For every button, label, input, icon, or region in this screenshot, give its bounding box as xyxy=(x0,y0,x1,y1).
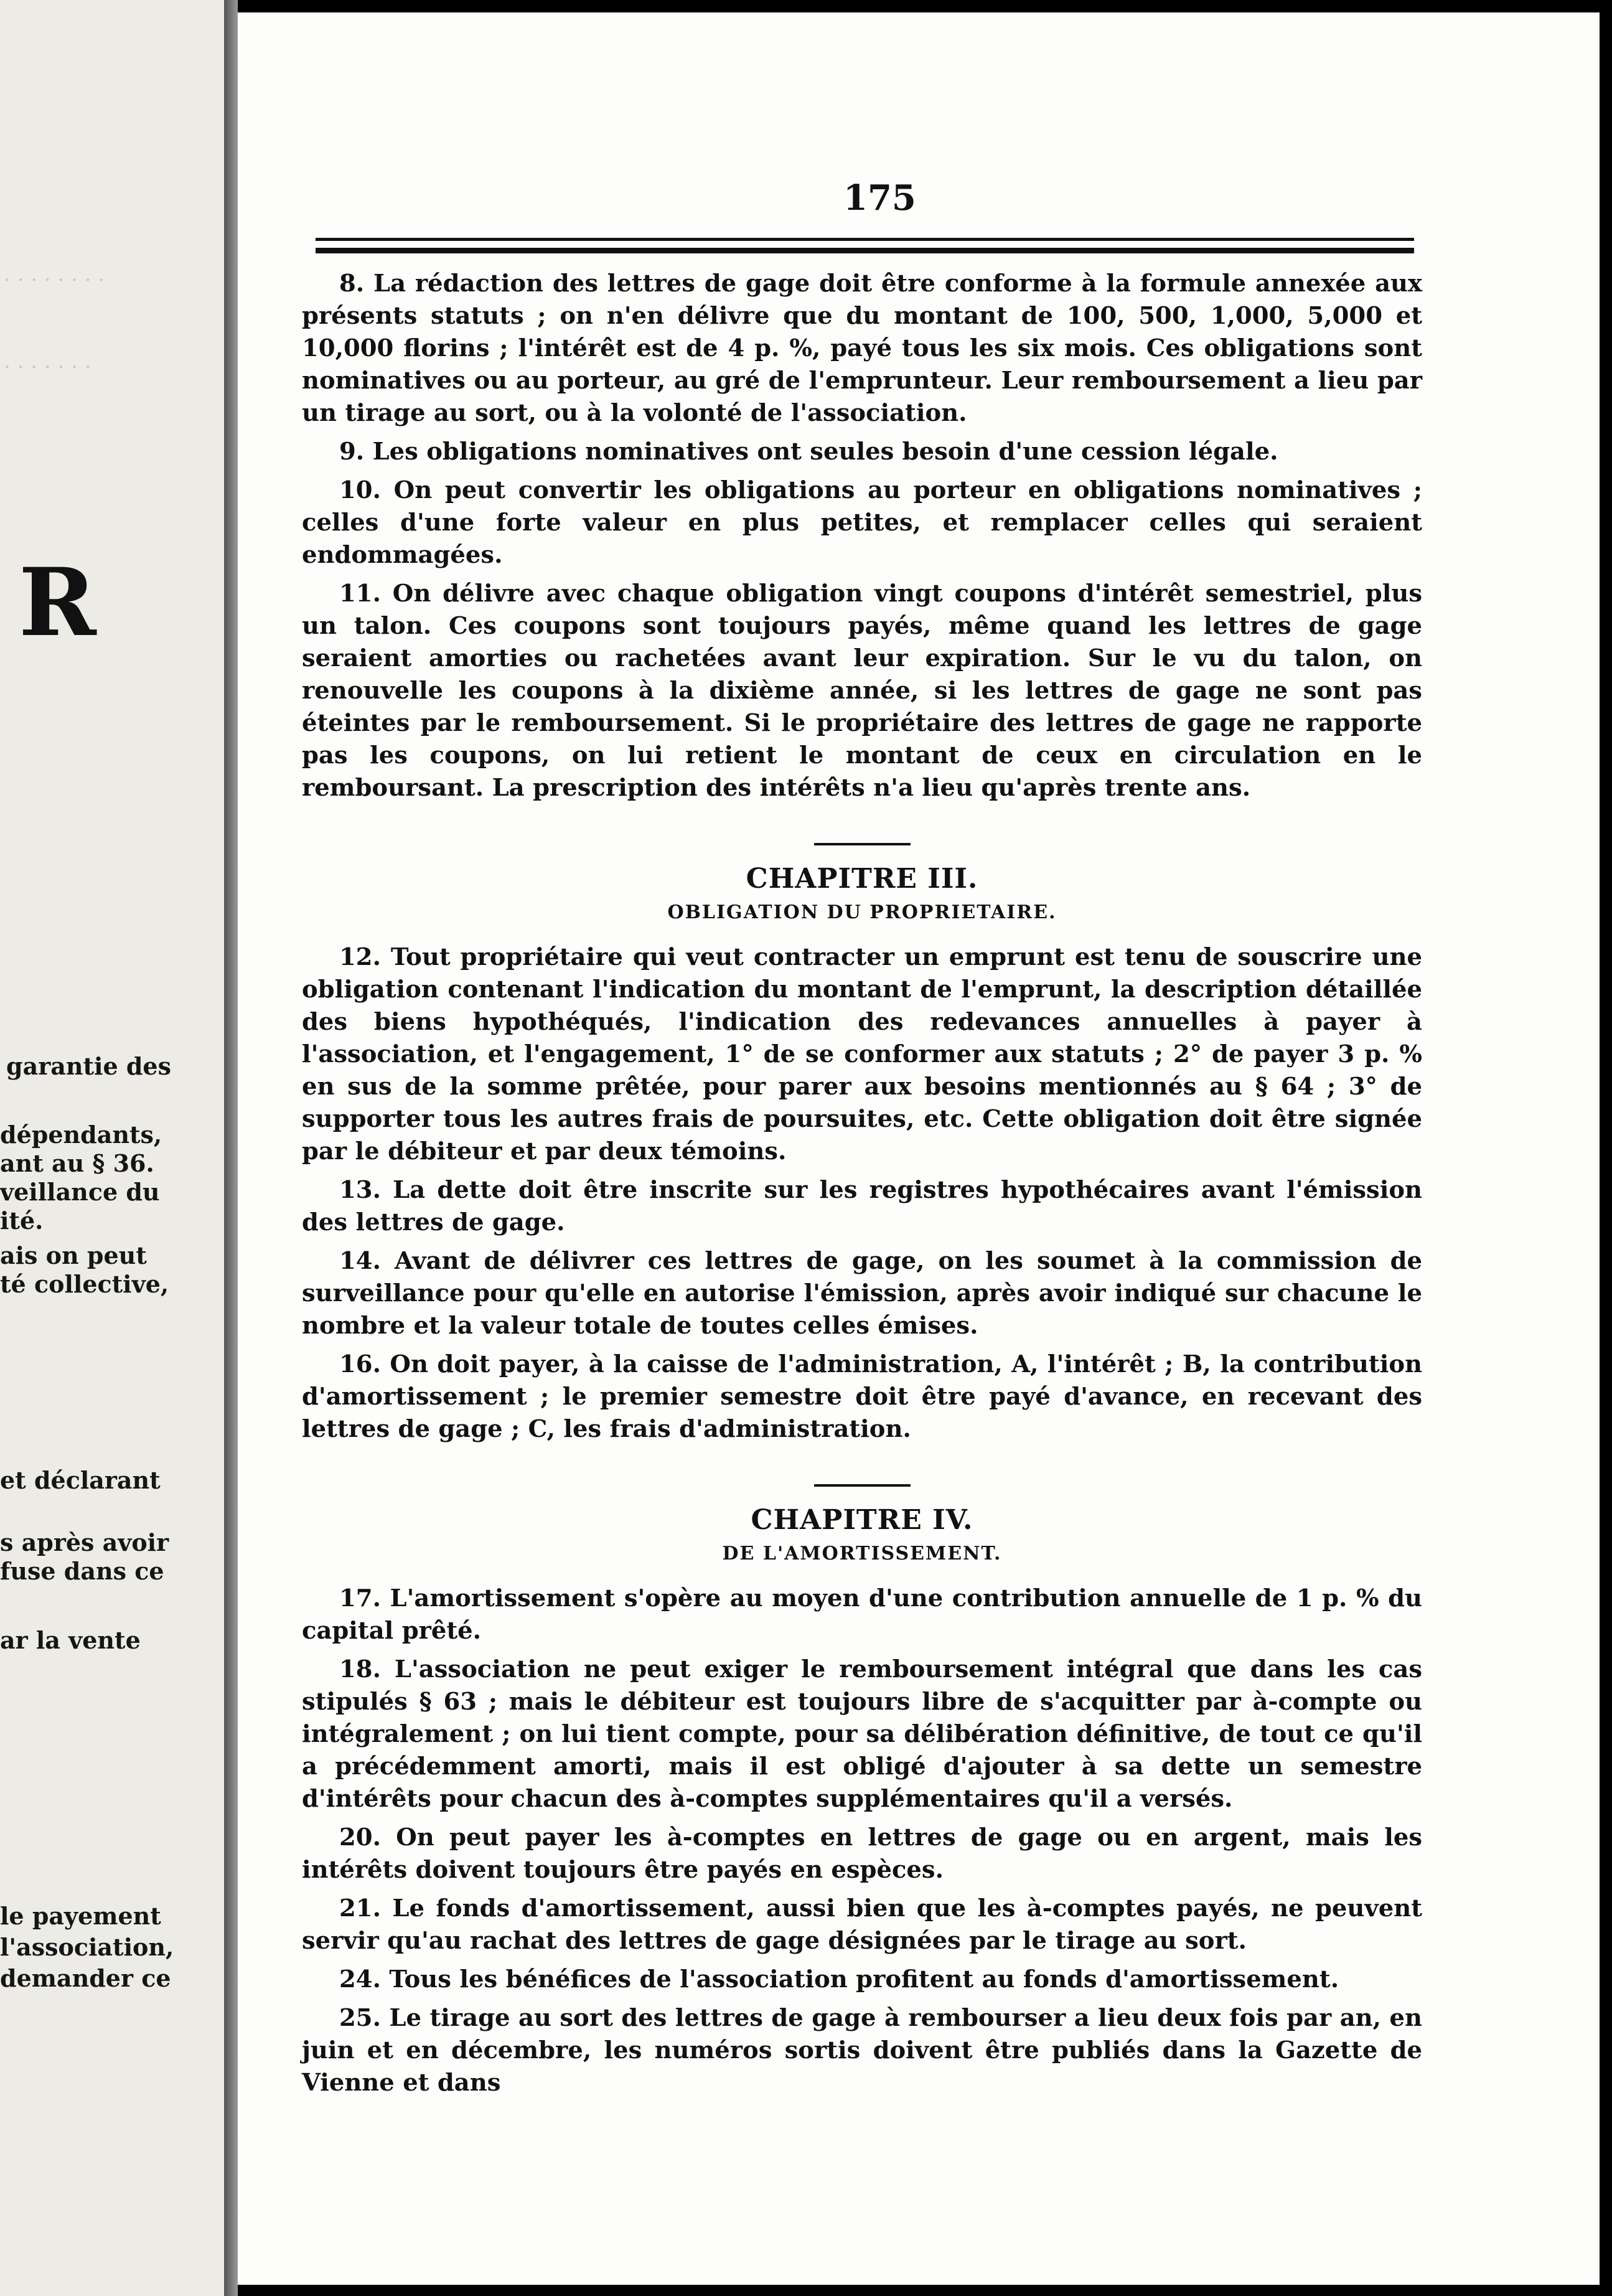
paragraph-25: 25. Le tirage au sort des lettres de gage à rembourser a lieu deux fois par an, en juin et en décembre, les numéros sortis doivent être publiés dans la Gazette de Vienne et dans xyxy=(302,2004,1422,2097)
header-rule-thick xyxy=(316,248,1414,253)
paragraph-21: 21. Le fonds d'amortissement, aussi bien que les à-comptes payés, ne peuvent servir qu'au rachat des lettres de gage désignées par le tirage au sort. xyxy=(302,1894,1422,1955)
chapter-divider xyxy=(814,843,911,845)
left-page-line: ar la vente xyxy=(0,1626,141,1654)
page-gutter-shadow xyxy=(224,0,238,2296)
left-page-line: garantie des xyxy=(6,1052,171,1080)
left-page-line: demander ce xyxy=(0,1964,171,1992)
paragraph-18: 18. L'association ne peut exiger le remboursement intégral que dans les cas stipulés § 63 ; mais le débiteur est toujours libre de s'acquitter par à-compte ou intégralement ; on lui tient compte, pour sa délibération définitive, de tout ce qu'il a précédemment amorti, mais il est obligé d'ajouter à sa dette un semestre d'intérêts pour chacun des à-comptes supplémentaires qu'il a versés. xyxy=(302,1655,1422,1813)
paragraph-10: 10. On peut convertir les obligations au porteur en obligations nominatives ; celles d'une forte valeur en plus petites, et remplacer celles qui seraient endommagées. xyxy=(302,476,1422,569)
left-page-line: dépendants, xyxy=(0,1121,162,1149)
bleed-through-line: . . . . . . . . xyxy=(4,261,105,286)
left-page-line: s après avoir xyxy=(0,1528,169,1556)
left-page-line: le payement xyxy=(0,1902,161,1930)
paragraph-24: 24. Tous les bénéfices de l'association profitent au fonds d'amortissement. xyxy=(339,1965,1339,1993)
chapter-4-subtitle: DE L'AMORTISSEMENT. xyxy=(722,1543,1002,1564)
paragraph-16: 16. On doit payer, à la caisse de l'administration, A, l'intérêt ; B, la contribution d'amortissement ; le premier semestre doit être payé d'avance, en recevant des lettres de gage ; C, les frais d'administration. xyxy=(302,1350,1422,1443)
left-page-line: veillance du xyxy=(0,1178,160,1206)
bleed-through-line: . . . . . . . xyxy=(4,349,91,374)
header-rule-thin xyxy=(316,238,1414,241)
paragraph-14: 14. Avant de délivrer ces lettres de gage, on les soumet à la commission de surveillance pour qu'elle en autorise l'émission, après avoir indiqué sur chacune le nombre et la valeur totale de toutes celles émises. xyxy=(302,1247,1422,1340)
page-body xyxy=(302,268,1422,2105)
chapter-4-title: CHAPITRE IV. xyxy=(751,1504,973,1536)
left-page-big-letter: R xyxy=(19,548,96,657)
paragraph-13: 13. La dette doit être inscrite sur les registres hypothécaires avant l'émission des lettres de gage. xyxy=(302,1176,1422,1236)
paragraph-8: 8. La rédaction des lettres de gage doit être conforme à la formule annexée aux présents statuts ; on n'en délivre que du montant de 100, 500, 1,000, 5,000 et 10,000 florins ; l'intérêt est de 4 p. %, payé tous les six mois. Ces obligations sont nominatives ou au porteur, au gré de l'emprunteur. Leur remboursement a lieu par un tirage au sort, ou à la volonté de l'association. xyxy=(302,270,1422,427)
left-page-line: fuse dans ce xyxy=(0,1557,164,1585)
left-page-line: ais on peut xyxy=(0,1241,147,1269)
chapter-3-title: CHAPITRE III. xyxy=(746,863,978,895)
paragraph-12: 12. Tout propriétaire qui veut contracter un emprunt est tenu de souscrire une obligation contenant l'indication du montant de l'emprunt, la description détaillée des biens hypothéqués, l'indication des redevances annuelles à payer à l'association, et l'engagement, 1° de se conformer aux statuts ; 2° de payer 3 p. % en sus de la somme prêtée, pour parer aux besoins mentionnés au § 64 ; 3° de supporter tous les autres frais de poursuites, etc. Cette obligation doit être signée par le débiteur et par deux témoins. xyxy=(302,943,1422,1165)
left-page-line: té collective, xyxy=(0,1270,169,1298)
page-number: 175 xyxy=(843,177,916,219)
left-page-line: l'association, xyxy=(0,1933,174,1961)
chapter-divider xyxy=(814,1484,911,1487)
paragraph-20: 20. On peut payer les à-comptes en lettres de gage ou en argent, mais les intérêts doivent toujours être payés en espèces. xyxy=(302,1823,1422,1884)
paragraph-17: 17. L'amortissement s'opère au moyen d'une contribution annuelle de 1 p. % du capital prêté. xyxy=(302,1584,1422,1645)
left-page-line: ant au § 36. xyxy=(0,1149,154,1177)
paragraph-9: 9. Les obligations nominatives ont seules besoin d'une cession légale. xyxy=(339,438,1278,466)
paragraph-11: 11. On délivre avec chaque obligation vingt coupons d'intérêt semestriel, plus un talon. Ces coupons sont toujours payés, même quand les lettres de gage seraient amorties ou rachetées avant leur expiration. Sur le vu du talon, on renouvelle les coupons à la dixième année, si les lettres de gage ne sont pas éteintes par le remboursement. Si le propriétaire des lettres de gage ne rapporte pas les coupons, on lui retient le montant de ceux en circulation en le remboursant. La prescription des intérêts n'a lieu qu'après trente ans. xyxy=(302,580,1422,802)
chapter-3-subtitle: OBLIGATION DU PROPRIETAIRE. xyxy=(667,901,1057,923)
left-page-line: et déclarant xyxy=(0,1466,161,1494)
left-page-line: ité. xyxy=(0,1207,44,1235)
left-page-fragment xyxy=(0,0,224,2296)
